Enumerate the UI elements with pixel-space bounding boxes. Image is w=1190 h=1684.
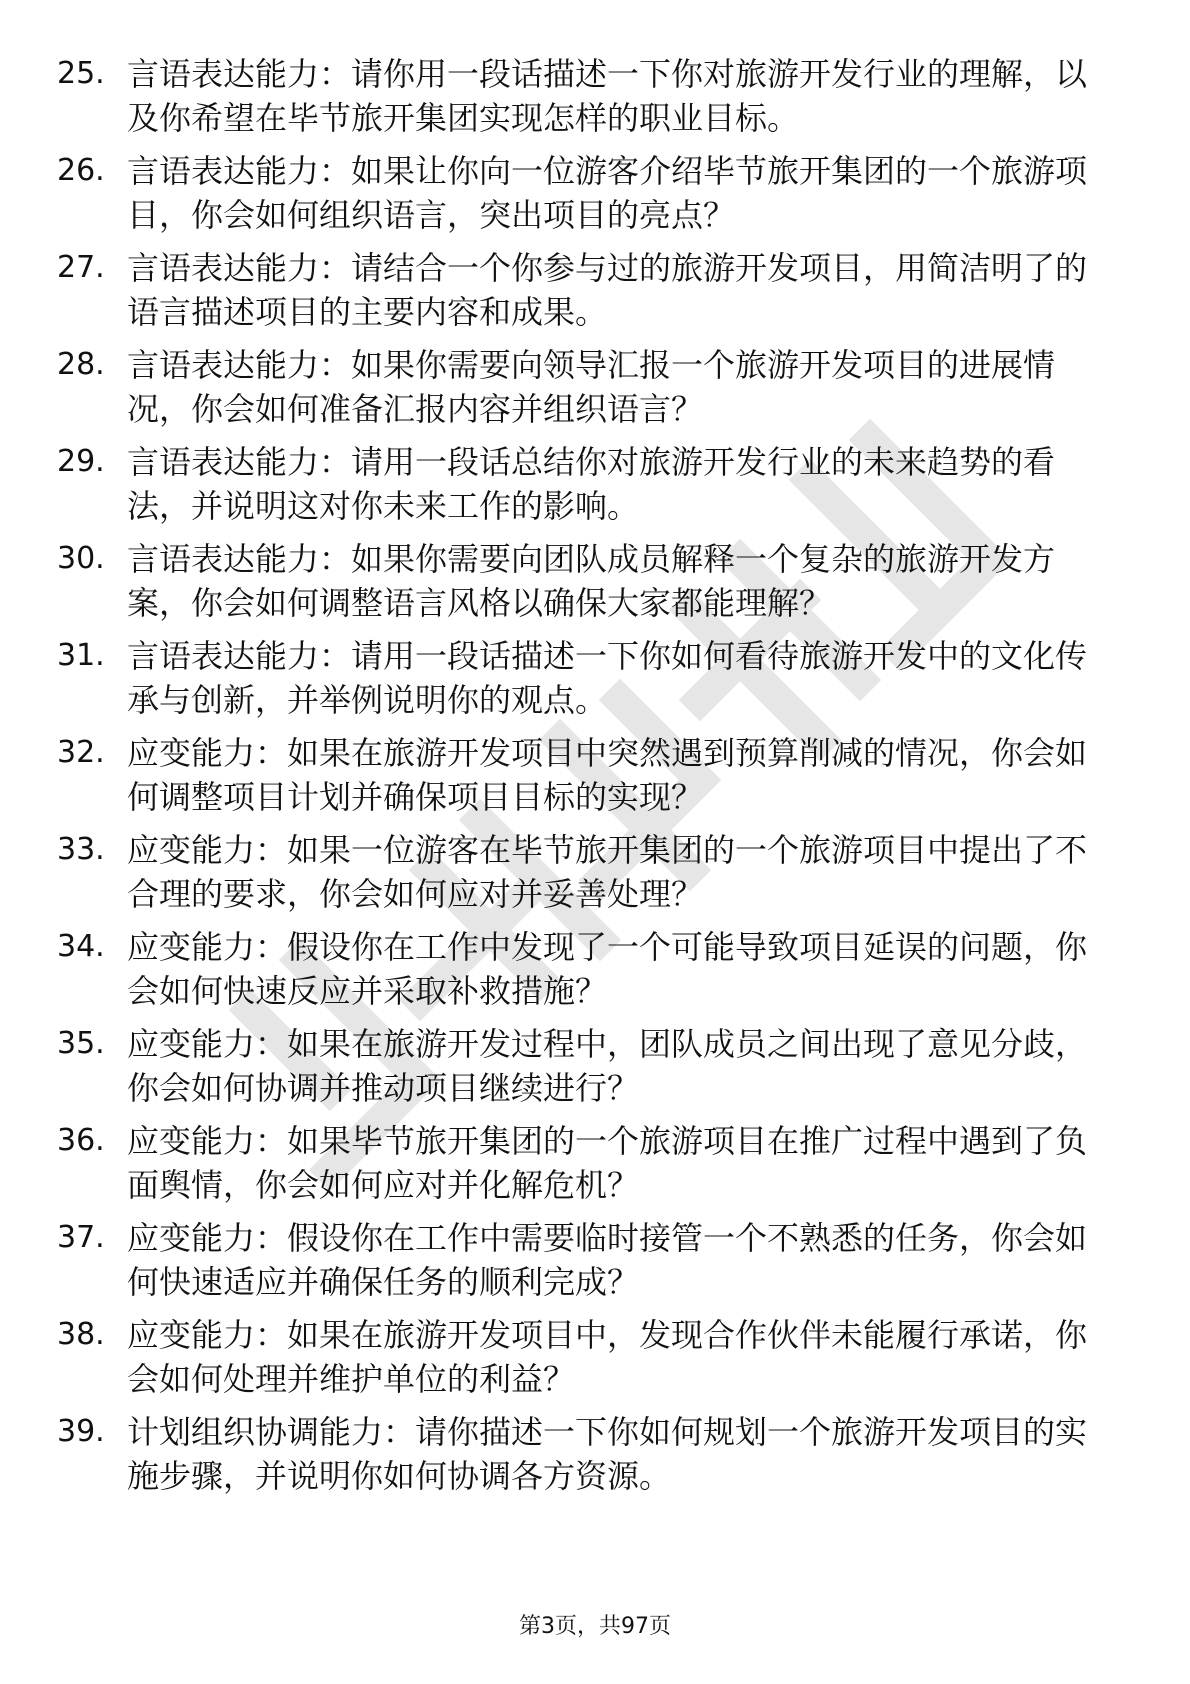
question-number: 37. [57, 1220, 105, 1255]
question-text: 应变能力：如果毕节旅开集团的一个旅游项目在推广过程中遇到了负面舆情，你会如何应对并化解危机？ [127, 1122, 1088, 1204]
question-item-39 [0, 1410, 1190, 1510]
question-text: 言语表达能力：请用一段话描述一下你如何看待旅游开发中的文化传承与创新，并举例说明你的观点。 [127, 637, 1088, 719]
question-item-38 [0, 1313, 1190, 1413]
question-number: 26. [57, 153, 105, 188]
question-item-27 [0, 246, 1190, 346]
question-item-34 [0, 925, 1190, 1025]
question-text: 言语表达能力：请用一段话总结你对旅游开发行业的未来趋势的看法，并说明这对你未来工作的影响。 [127, 443, 1056, 525]
question-number: 31. [57, 638, 105, 673]
page-number-footer: 第3页，共97页 [519, 1614, 671, 1639]
question-item-29 [0, 440, 1190, 540]
question-number: 36. [57, 1123, 105, 1158]
question-item-35 [0, 1022, 1190, 1122]
question-number: 33. [57, 832, 105, 867]
question-item-26 [0, 149, 1190, 249]
question-text: 言语表达能力：如果你需要向团队成员解释一个复杂的旅游开发方案，你会如何调整语言风格以确保大家都能理解？ [127, 540, 1056, 622]
question-text: 计划组织协调能力：请你描述一下你如何规划一个旅游开发项目的实施步骤，并说明你如何协调各方资源。 [127, 1413, 1088, 1495]
question-number: 35. [57, 1026, 105, 1061]
question-text: 言语表达能力：如果你需要向领导汇报一个旅游开发项目的进展情况，你会如何准备汇报内容并组织语言？ [127, 346, 1056, 428]
question-number: 28. [57, 347, 105, 382]
question-item-37 [0, 1216, 1190, 1316]
question-text: 应变能力：如果在旅游开发项目中，发现合作伙伴未能履行承诺，你会如何处理并维护单位的利益？ [127, 1316, 1088, 1398]
question-number: 29. [57, 444, 105, 479]
question-item-36 [0, 1119, 1190, 1219]
question-text: 应变能力：假设你在工作中发现了一个可能导致项目延误的问题，你会如何快速反应并采取补救措施？ [127, 928, 1088, 1010]
question-item-31 [0, 634, 1190, 734]
question-text: 言语表达能力：请结合一个你参与过的旅游开发项目，用简洁明了的语言描述项目的主要内容和成果。 [127, 249, 1088, 331]
question-item-28 [0, 343, 1190, 443]
question-item-32 [0, 731, 1190, 831]
question-text: 言语表达能力：请你用一段话描述一下你对旅游开发行业的理解，以及你希望在毕节旅开集团实现怎样的职业目标。 [127, 55, 1088, 137]
question-item-30 [0, 537, 1190, 637]
question-item-33 [0, 828, 1190, 928]
question-number: 38. [57, 1317, 105, 1352]
question-number: 32. [57, 735, 105, 770]
question-text: 应变能力：如果在旅游开发项目中突然遇到预算削减的情况，你会如何调整项目计划并确保项目目标的实现？ [127, 734, 1088, 816]
question-number: 30. [57, 541, 105, 576]
question-number: 34. [57, 929, 105, 964]
question-number: 25. [57, 56, 105, 91]
question-item-25 [0, 52, 1190, 152]
question-text: 应变能力：假设你在工作中需要临时接管一个不熟悉的任务，你会如何快速适应并确保任务的顺利完成？ [127, 1219, 1088, 1301]
question-text: 应变能力：如果在旅游开发过程中，团队成员之间出现了意见分歧，你会如何协调并推动项目继续进行？ [127, 1025, 1088, 1107]
question-text: 言语表达能力：如果让你向一位游客介绍毕节旅开集团的一个旅游项目，你会如何组织语言，突出项目的亮点？ [127, 152, 1088, 234]
question-text: 应变能力：如果一位游客在毕节旅开集团的一个旅游项目中提出了不合理的要求，你会如何应对并妥善处理？ [127, 831, 1088, 913]
question-number: 39. [57, 1414, 105, 1449]
question-number: 27. [57, 250, 105, 285]
